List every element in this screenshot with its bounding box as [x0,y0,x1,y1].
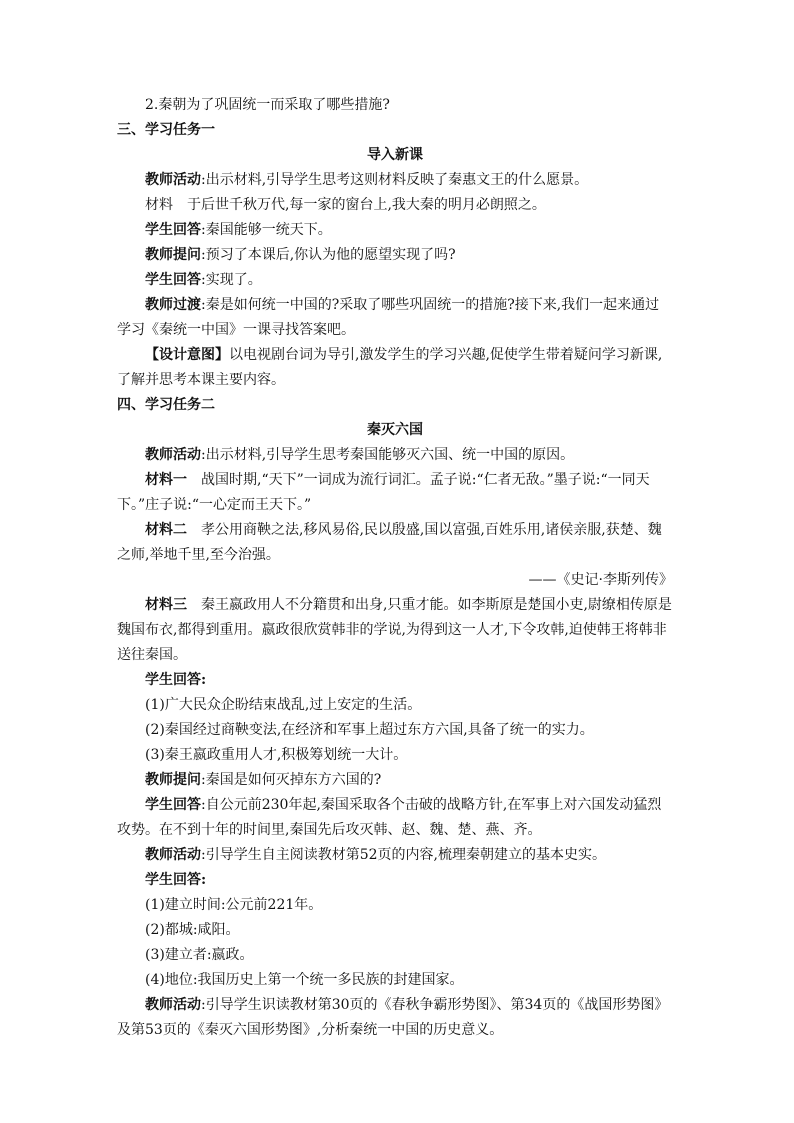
teacher-question-2 [117,768,673,793]
intro-question-2: 2.秦朝为了巩固统一而采取了哪些措施? [145,97,390,113]
label: 材料二 [145,522,187,538]
section-heading-task1: 三、学习任务一 [117,122,215,138]
material-quote [117,193,673,218]
label: 教师活动 [145,447,201,463]
teacher-question-1 [117,243,673,268]
design-intent [117,343,673,393]
text: :出示材料,引导学生思考这则材料反映了秦惠文王的什么愿景。 [201,172,589,188]
label: 学生回答 [145,222,201,238]
text: :预习了本课后,你认为他的愿望实现了吗? [201,247,456,263]
section-heading-task2: 四、学习任务二 [117,397,215,413]
text: 孝公用商鞅之法,移风易俗,民以殷盛,国以富强,百姓乐用,诸侯亲服,获楚、魏之师,举地千里,至今治强。 [117,522,662,563]
label: 材料一 [145,472,187,488]
text: :秦国是如何灭掉东方六国的? [201,772,382,788]
text: :秦国能够一统天下。 [201,222,332,238]
teacher-activity-2 [117,443,673,468]
label: 教师提问 [145,772,201,788]
material-3 [117,593,673,668]
label: 教师过渡 [145,297,201,313]
text: 于后世千秋万代,每一家的窗台上,我大秦的明月必朗照之。 [187,197,546,213]
material-1 [117,468,673,518]
list-item: (2)都城:咸阳。 [145,922,240,938]
text: :实现了。 [201,272,262,288]
text: 战国时期,“天下”一词成为流行词汇。孟子说:“仁者无敌。”墨子说:“一同天下。”庄子说:“一心定而王天下。” [117,472,650,513]
student-answer-1 [117,218,673,243]
list-item: (4)地位:我国历史上第一个统一多民族的封建国家。 [145,972,464,988]
subtitle-qin-conquest: 秦灭六国 [367,422,423,438]
text: :自公元前230年起,秦国采取各个击破的战略方针,在军事上对六国发动猛烈攻势。在不到十年的时间里,秦国先后攻灭韩、赵、魏、楚、燕、齐。 [117,797,662,838]
student-answer-2 [117,268,673,293]
teacher-activity-3 [117,843,673,868]
subtitle-intro-lesson: 导入新课 [367,147,423,163]
label: 教师活动 [145,847,201,863]
student-answer-label-1: 学生回答: [145,672,207,688]
list-item: (1)建立时间:公元前221年。 [145,897,323,913]
material-2 [117,518,673,568]
text: :出示材料,引导学生思考秦国能够灭六国、统一中国的原因。 [201,447,575,463]
material-2-source: ——《史记·李斯列传》 [528,572,673,588]
student-answer-label-2: 学生回答: [145,872,207,888]
teacher-activity-4 [117,993,673,1043]
label: 材料 [145,197,173,213]
student-answer-3 [117,793,673,843]
label: 教师活动 [145,172,201,188]
list-item: (3)建立者:嬴政。 [145,947,254,963]
label: 教师提问 [145,247,201,263]
text: :引导学生识读教材第30页的《春秋争霸形势图》、第34页的《战国形势图》及第53页的《秦灭六国形势图》,分析秦统一中国的历史意义。 [117,997,669,1038]
text: 秦王嬴政用人不分籍贯和出身,只重才能。如李斯原是楚国小吏,尉缭相传原是魏国布衣,都得到重用。嬴政很欣赏韩非的学说,为得到这一人才,下令攻韩,迫使韩王将韩非送往秦国。 [117,597,672,663]
list-item: (1)广大民众企盼结束战乱,过上安定的生活。 [145,697,422,713]
text: :引导学生自主阅读教材第52页的内容,梳理秦朝建立的基本史实。 [201,847,606,863]
list-item: (2)秦国经过商鞅变法,在经济和军事上超过东方六国,具备了统一的实力。 [145,722,594,738]
label: 材料三 [145,597,187,613]
text: 以电视剧台词为导引,激发学生的学习兴趣,促使学生带着疑问学习新课,了解并思考本课主要内容。 [117,347,663,388]
teacher-transition [117,293,673,343]
label: 学生回答 [145,272,201,288]
text: :秦是如何统一中国的?采取了哪些巩固统一的措施?接下来,我们一起来通过学习《秦统一中国》一课寻找答案吧。 [117,297,660,338]
teacher-activity-1 [117,168,673,193]
label: 教师活动 [145,997,201,1013]
list-item: (3)秦王嬴政重用人才,积极筹划统一大计。 [145,747,408,763]
label: 【设计意图】 [145,347,229,363]
label: 学生回答 [145,797,201,813]
document-page [117,93,673,1043]
